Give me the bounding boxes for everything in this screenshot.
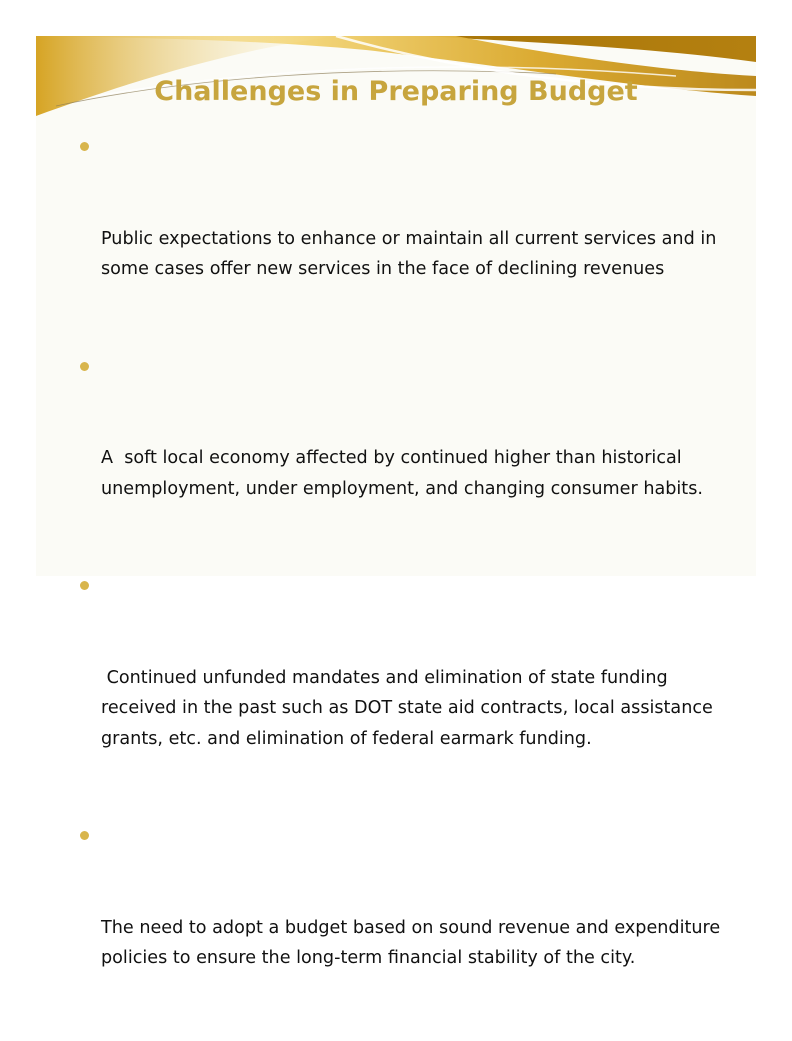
slide [36,36,756,968]
list-item [80,571,736,815]
list-item [80,352,736,566]
round-bullet-icon [80,831,89,840]
page-title: Challenges in Preparing Budget [154,76,638,107]
bullet-list [80,132,736,1041]
bullet-text: The need to adopt a budget based on sound revenue and expenditure policies to ensure the long-term financial stability of the city. [101,917,726,968]
round-bullet-icon [80,142,89,151]
bullet-text: Public expectations to enhance or maintain all current services and in some cases offer new services in the face of declining revenues [101,228,722,279]
bullet-text: Continued unfunded mandates and elimination of state funding received in the past such as DOT state aid contracts, local assistance grants, etc. and elimination of federal earmark funding. [101,667,719,749]
round-bullet-icon [80,362,89,371]
round-bullet-icon [80,581,89,590]
list-item [80,821,736,1035]
bullet-text: A soft local economy affected by continued higher than historical unemployment, under employment, and changing consumer habits. [101,448,703,499]
list-item [80,132,736,346]
